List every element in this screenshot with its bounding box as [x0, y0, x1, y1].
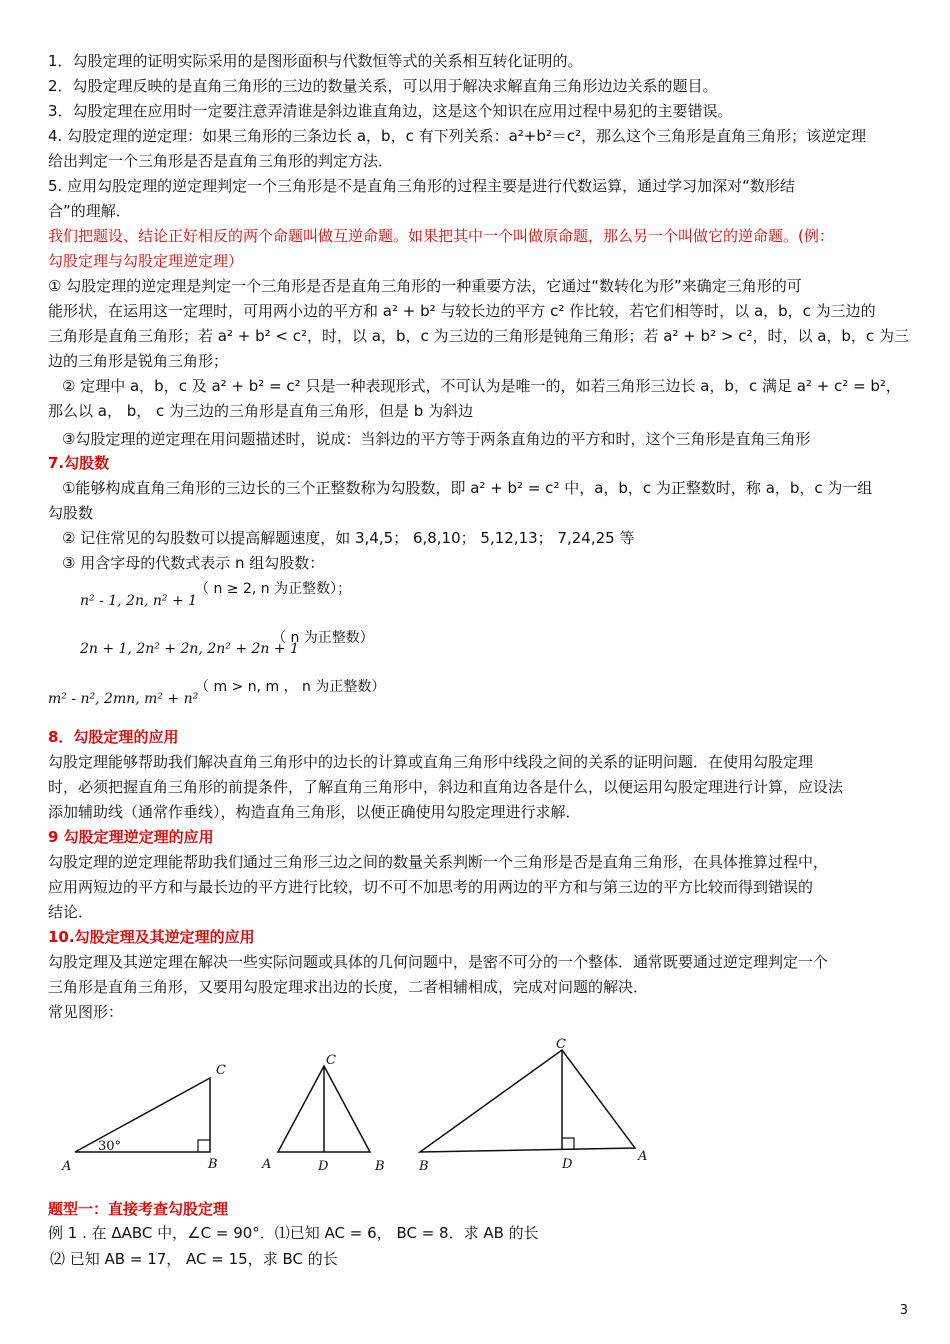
section-8-line-1: 勾股定理能够帮助我们解决直角三角形中的边长的计算或直角三角形中线段之间的关系的证明问题．在使用勾股定理	[48, 753, 814, 771]
formula-3: m² - n², 2mn, m² + n²	[48, 691, 199, 707]
example-1-line-1: 例 1 . 在 ΔABC 中，∠C = 90°．⑴已知 AC = 6， BC = 8．求 AB 的长	[48, 1224, 539, 1242]
section-7-line-3: ② 记住常见的勾股数可以提高解题速度，如 3,4,5； 6,8,10； 5,12,13； 7,24,25 等	[62, 529, 635, 547]
section-10-title: 10.勾股定理及其逆定理的应用	[48, 928, 255, 946]
item-5-line-2: 合”的理解．	[48, 202, 131, 220]
item-4-line-1: 4. 勾股定理的逆定理：如果三角形的三条边长 a，b，c 有下列关系：a²+b²＝c²，那么这个三角形是直角三角形；该逆定理	[48, 127, 867, 145]
section-9-title: 9 勾股定理逆定理的应用	[48, 828, 214, 846]
formula-2: 2n + 1, 2n² + 2n, 2n² + 2n + 1	[80, 641, 299, 657]
section-10-line-3: 常见图形：	[48, 1003, 124, 1021]
section-9-line-1: 勾股定理的逆定理能帮助我们通过三角形三边之间的数量关系判断一个三角形是否是直角三角形，在具体推算过程中，	[48, 853, 829, 871]
fig1-angle-label: 30°	[98, 1139, 122, 1154]
converse-point-2-line-1: ② 定理中 a，b，c 及 a² + b² = c² 只是一种表现形式，不可认为是唯一的，如若三角形三边长 a，b，c 满足 a² + c² = b²，	[62, 377, 901, 395]
formula-2-condition: （ n 为正整数）	[272, 630, 374, 646]
fig1-label-a: A	[62, 1159, 72, 1174]
fig3-label-d: D	[562, 1157, 573, 1172]
example-1-line-2: ⑵ 已知 AB = 17， AC = 15，求 BC 的长	[50, 1250, 338, 1268]
section-8-line-3: 添加辅助线（通常作垂线），构造直角三角形，以便正确使用勾股定理进行求解．	[48, 803, 581, 821]
fig3-label-b: B	[419, 1159, 429, 1174]
section-7-line-2: 勾股数	[48, 504, 94, 522]
section-9-line-3: 结论．	[48, 903, 94, 921]
converse-point-1-line-3: 三角形是直角三角形；若 a² + b² < c²，时，以 a，b，c 为三边的三角形是钝角三角形；若 a² + b² > c²，时，以 a，b，c 为三	[48, 327, 909, 345]
section-10-line-1: 勾股定理及其逆定理在解决一些实际问题或具体的几何问题中，是密不可分的一个整体．通常既要通过逆定理判定一个	[48, 953, 829, 971]
item-5-line-1: 5. 应用勾股定理的逆定理判定一个三角形是不是直角三角形的过程主要是进行代数运算，通过学习加深对“数形结	[48, 177, 795, 195]
item-2: 2．勾股定理反映的是直角三角形的三边的数量关系，可以用于解决求解直角三角形边边关系的题目。	[48, 77, 718, 95]
figure-isosceles-triangle-with-altitude	[261, 1053, 385, 1174]
figure-30-degree-right-triangle	[61, 1063, 226, 1174]
item-1: 1．勾股定理的证明实际采用的是图形面积与代数恒等式的关系相互转化证明的。	[48, 52, 583, 70]
converse-point-1-line-1: ① 勾股定理的逆定理是判定一个三角形是否是直角三角形的一种重要方法，它通过“数转化为形”来确定三角形的可	[48, 277, 802, 295]
fig3-label-a: A	[638, 1149, 648, 1164]
converse-point-2-line-2: 那么以 a， b， c 为三边的三角形是直角三角形，但是 b 为斜边	[48, 402, 474, 420]
fig1-label-c: C	[216, 1063, 226, 1078]
formula-3-condition: （ m > n, m ， n 为正整数）	[195, 679, 386, 695]
fig2-label-d: D	[318, 1159, 329, 1174]
fig2-label-c: C	[326, 1053, 336, 1068]
converse-note-line-1: 我们把题设、结论正好相反的两个命题叫做互逆命题。如果把其中一个叫做原命题，那么另一个叫做它的逆命题。(例：	[48, 227, 834, 245]
fig2-label-a: A	[262, 1157, 272, 1172]
section-7-line-4: ③ 用含字母的代数式表示 n 组勾股数：	[62, 554, 325, 572]
converse-point-3: ③勾股定理的逆定理在用问题描述时，说成：当斜边的平方等于两条直角边的平方和时，这个三角形是直角三角形	[62, 430, 811, 448]
item-3: 3．勾股定理在应用时一定要注意弄清谁是斜边谁直角边，这是这个知识在应用过程中易犯的主要错误。	[48, 102, 733, 120]
converse-point-1-line-4: 边的三角形是锐角三角形；	[48, 352, 229, 370]
converse-note-line-2: 勾股定理与勾股定理逆定理）	[48, 252, 244, 270]
figure-right-triangle-with-altitude	[418, 1037, 647, 1174]
formula-1: n² - 1, 2n, n² + 1	[80, 593, 198, 609]
section-7-line-1: ①能够构成直角三角形的三边长的三个正整数称为勾股数，即 a² + b² = c² 中，a，b，c 为正整数时，称 a，b，c 为一组	[62, 479, 873, 497]
section-10-line-2: 三角形是直角三角形，又要用勾股定理求出边的长度，二者相辅相成，完成对问题的解决．	[48, 978, 649, 996]
fig2-label-b: B	[375, 1159, 385, 1174]
section-9-line-2: 应用两短边的平方和与最长边的平方进行比较，切不可不加思考的用两边的平方和与第三边的平方比较而得到错误的	[48, 878, 814, 896]
question-type-title: 题型一：直接考查勾股定理	[48, 1200, 229, 1218]
page-number: 3	[899, 1303, 908, 1318]
item-4-line-2: 给出判定一个三角形是否是直角三角形的判定方法．	[48, 152, 394, 170]
fig3-label-c: C	[556, 1037, 566, 1052]
formula-1-condition: （ n ≥ 2, n 为正整数）；	[195, 581, 352, 597]
fig1-label-b: B	[208, 1157, 218, 1172]
section-8-line-2: 时，必须把握直角三角形的前提条件，了解直角三角形中，斜边和直角边各是什么，以便运用勾股定理进行计算，应设法	[48, 778, 844, 796]
common-figures	[40, 1030, 680, 1180]
section-8-title: 8．勾股定理的应用	[48, 728, 179, 746]
section-7-title: 7.勾股数	[48, 454, 110, 472]
converse-point-1-line-2: 能形状，在运用这一定理时，可用两小边的平方和 a² + b² 与较长边的平方 c² 作比较，若它们相等时，以 a，b，c 为三边的	[48, 302, 876, 320]
